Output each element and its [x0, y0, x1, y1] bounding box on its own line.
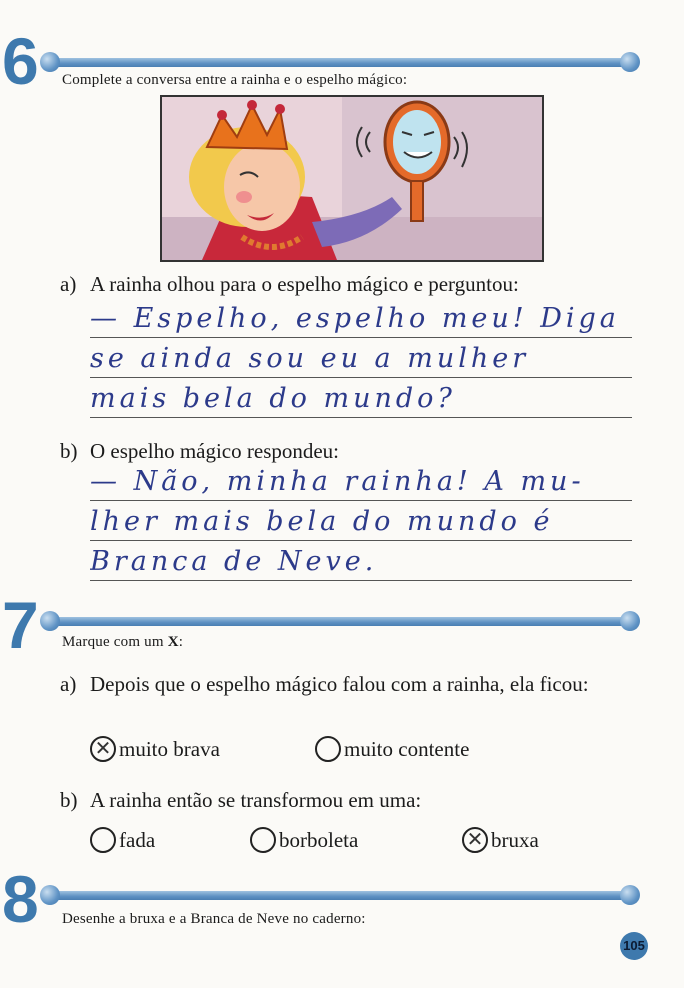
instruction-x: X	[167, 634, 179, 650]
section-divider-bar	[40, 55, 640, 69]
instruction-text: Marque com um	[62, 634, 164, 650]
checkbox-circle[interactable]	[90, 827, 116, 853]
option-label: muito brava	[119, 737, 220, 761]
question-label: b)	[60, 439, 78, 463]
answer-line-6a-2: se ainda sou eu a mulher	[90, 337, 632, 378]
exercise-number-7: 7	[2, 588, 37, 662]
answer-line-6a-1: — Espelho, espelho meu! Diga	[90, 297, 632, 338]
checkbox-circle[interactable]: ✕	[462, 827, 488, 853]
checkbox-circle[interactable]	[250, 827, 276, 853]
question-label: a)	[60, 272, 77, 296]
option-bruxa[interactable]	[462, 826, 539, 855]
instruction-colon: :	[178, 634, 184, 650]
section-divider-bar	[40, 888, 640, 902]
question-text: A rainha então se transformou em uma:	[90, 788, 422, 812]
instruction-6: Complete a conversa entre a rainha e o espelho mágico:	[62, 72, 408, 88]
question-text: O espelho mágico respondeu:	[90, 439, 340, 463]
option-label: borboleta	[279, 828, 359, 852]
answer-line-6b-2: lher mais bela do mundo é	[90, 500, 632, 541]
option-muito-brava[interactable]	[90, 735, 220, 764]
option-label: bruxa	[491, 828, 539, 852]
queen-and-mirror-illustration	[160, 95, 544, 262]
instruction-7	[62, 634, 183, 651]
option-fada[interactable]	[90, 826, 155, 855]
question-7a	[60, 670, 640, 698]
instruction-8: Desenhe a bruxa e a Branca de Neve no caderno:	[62, 911, 366, 927]
page-number: 105	[620, 932, 648, 960]
option-muito-contente[interactable]	[315, 735, 469, 764]
question-label: a)	[60, 672, 77, 696]
exercise-number-8: 8	[2, 862, 37, 936]
answer-line-6b-1: — Não, minha rainha! A mu-	[90, 460, 632, 501]
option-label: muito contente	[344, 737, 470, 761]
answer-line-6a-3: mais bela do mundo?	[90, 377, 632, 418]
question-6a	[60, 270, 640, 298]
question-label: b)	[60, 788, 78, 812]
option-label: fada	[119, 828, 156, 852]
section-divider-bar	[40, 614, 640, 628]
option-borboleta[interactable]	[250, 826, 358, 855]
checkbox-circle[interactable]: ✕	[90, 736, 116, 762]
question-text: Depois que o espelho mágico falou com a rainha, ela ficou:	[90, 672, 589, 696]
question-text: A rainha olhou para o espelho mágico e perguntou:	[90, 272, 519, 296]
question-7b	[60, 786, 640, 814]
exercise-number-6: 6	[2, 24, 37, 98]
answer-line-6b-3: Branca de Neve.	[90, 540, 632, 581]
checkbox-circle[interactable]	[315, 736, 341, 762]
